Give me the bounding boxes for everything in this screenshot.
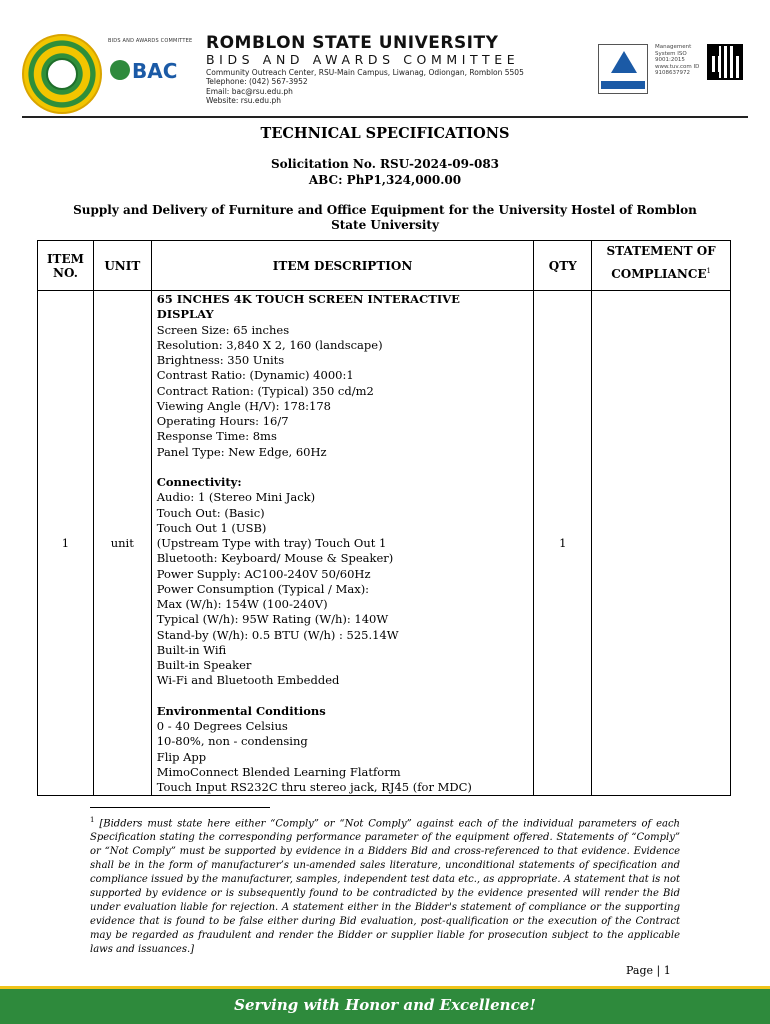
connectivity-line: Power Consumption (Typical / Max):: [156, 581, 370, 596]
spec-line: Operating Hours: 16/7: [156, 414, 289, 428]
address: Community Outreach Center, RSU-Main Campus, Liwanag, Odiongan, Romblon 5505: [206, 68, 524, 77]
bac-logo: [108, 50, 186, 86]
spacer: [157, 689, 530, 704]
document-title: TECHNICAL SPECIFICATIONS: [260, 125, 510, 142]
header-description: ITEM DESCRIPTION: [151, 241, 534, 291]
header-unit: UNIT: [93, 241, 151, 291]
seal-center: [46, 58, 78, 90]
header-item-label: ITEM: [46, 251, 84, 266]
header-compliance-label: COMPLIANCE: [611, 267, 707, 281]
connectivity-heading: Connectivity:: [156, 475, 242, 489]
header-compliance-line: [611, 267, 711, 281]
university-name: ROMBLON STATE UNIVERSITY: [206, 33, 499, 53]
qr-code-icon: [707, 44, 743, 80]
item-title-line2: DISPLAY: [156, 307, 214, 322]
connectivity-line: (Upstream Type with tray) Touch Out 1: [156, 536, 387, 550]
environment-line: MimoConnect Blended Learning Flatform: [156, 764, 401, 779]
approved-budget: ABC: PhP1,324,000.00: [308, 173, 462, 187]
specifications-table: [37, 240, 731, 796]
connectivity-line: Typical (W/h): 95W Rating (W/h): 140W: [156, 612, 389, 627]
page-label: Page |: [626, 964, 661, 977]
environment-heading: Environmental Conditions: [156, 703, 326, 718]
email: Email: bac@rsu.edu.ph: [206, 86, 293, 96]
header-qty: QTY: [534, 241, 592, 291]
telephone: Telephone: (042) 567-3952: [206, 77, 308, 87]
spec-line: Response Time: 8ms: [156, 429, 277, 444]
cell-qty: 1: [534, 291, 592, 796]
connectivity-line: Built-in Wifi: [156, 642, 227, 657]
certification-text: Management System ISO 9001:2015 www.tuv.com ID 9108637972: [655, 44, 700, 76]
footer-motto: Serving with Honor and Excellence!: [234, 996, 536, 1014]
university-seal-logo: [22, 34, 102, 114]
header-compliance: [592, 241, 731, 291]
header-no-label: NO.: [52, 265, 78, 280]
connectivity-line: Stand-by (W/h): 0.5 BTU (W/h) : 525.14W: [156, 627, 399, 642]
environment-line: Touch Input RS232C thru stereo jack, RJ45 (for MDC): [156, 780, 472, 794]
bac-logo-text: BAC: [132, 59, 178, 83]
connectivity-line: Bluetooth: Keyboard/ Mouse & Speaker): [156, 551, 394, 566]
page-number-value: 1: [663, 964, 671, 977]
project-title: Supply and Delivery of Furniture and Office Equipment for the University Hostel of Romblon State University: [73, 203, 697, 232]
environment-line: 0 - 40 Degrees Celsius: [156, 719, 288, 733]
item-title-line1: 65 INCHES 4K TOUCH SCREEN INTERACTIVE: [156, 292, 460, 306]
table-header-row: [38, 241, 731, 291]
bac-logo-caption: BIDS AND AWARDS COMMITTEE: [108, 38, 193, 44]
cell-compliance: [592, 291, 731, 796]
committee-name: BIDS AND AWARDS COMMITTEE: [206, 52, 520, 67]
tuv-certification-logo: [598, 44, 648, 94]
cell-item-no: 1: [38, 291, 94, 796]
cell-unit: unit: [93, 291, 151, 796]
page-number: [626, 964, 671, 977]
environment-line: 10-80%, non - condensing: [156, 734, 308, 749]
contact-block: [206, 68, 524, 105]
website: Website: rsu.edu.ph: [206, 95, 281, 105]
connectivity-line: Wi-Fi and Bluetooth Embedded: [156, 673, 340, 688]
spec-line: Contract Ration: (Typical) 350 cd/m2: [156, 383, 374, 398]
table-row: [38, 291, 731, 796]
header-statement-label: STATEMENT OF: [606, 244, 716, 258]
footnote: [90, 813, 680, 957]
spec-line: Resolution: 3,840 X 2, 160 (landscape): [156, 337, 383, 352]
connectivity-line: Built-in Speaker: [156, 658, 252, 672]
spec-line: Panel Type: New Edge, 60Hz: [156, 444, 327, 459]
connectivity-line: Touch Out: (Basic): [156, 505, 265, 520]
footnote-text: [Bidders must state here either “Comply” or “Not Comply” against each of the individual parameters of each Specification stating the corresponding performance parameter of the equipment offered. Statements of “Comply” or “Not Comply” must be supported by evidence in a Bidders Bid and cross-referenced to that evidence. Evidence shall be in the form of manufacturer’s un-amended sales literature, unconditional statements of specification and compliance issued by the manufacturer, samples, independent test data etc., as appropriate. A statement that is not supported by evidence or is subsequently found to be contradicted by the evidence presented will render the Bid under evaluation liable for rejection. A statement either in the Bidder's statement of compliance or the supporting evidence that is found to be false either during Bid evaluation, post-qualification or the execution of the Contract may be regarded as fraudulent and render the Bidder or supplier liable for prosecution subject to the applicable laws and issuances.]: [90, 818, 680, 956]
solicitation-number: Solicitation No. RSU-2024-09-083: [270, 157, 500, 171]
footer-band: [0, 986, 770, 1024]
spec-line: Screen Size: 65 inches: [156, 322, 290, 337]
header-item-no: [38, 241, 94, 291]
spec-line: Viewing Angle (H/V): 178:178: [156, 398, 331, 413]
footnote-reference: 1: [706, 267, 711, 275]
bac-logo-globe: [110, 60, 130, 80]
connectivity-line: Max (W/h): 154W (100-240V): [156, 597, 328, 611]
footnote-divider: [90, 807, 270, 808]
tuv-band: [601, 81, 645, 89]
connectivity-line: Touch Out 1 (USB): [156, 520, 267, 535]
footnote-marker: 1: [90, 816, 95, 824]
cell-description: [151, 291, 534, 796]
spacer: [157, 460, 530, 475]
connectivity-line: Power Supply: AC100-240V 50/60Hz: [156, 566, 371, 581]
letterhead: [0, 0, 770, 120]
spec-line: Contrast Ratio: (Dynamic) 4000:1: [156, 368, 354, 383]
connectivity-line: Audio: 1 (Stereo Mini Jack): [156, 490, 316, 505]
spec-line: Brightness: 350 Units: [156, 353, 285, 367]
tuv-triangle-icon: [611, 51, 637, 73]
environment-line: Flip App: [156, 749, 207, 764]
header-divider: [22, 116, 748, 118]
